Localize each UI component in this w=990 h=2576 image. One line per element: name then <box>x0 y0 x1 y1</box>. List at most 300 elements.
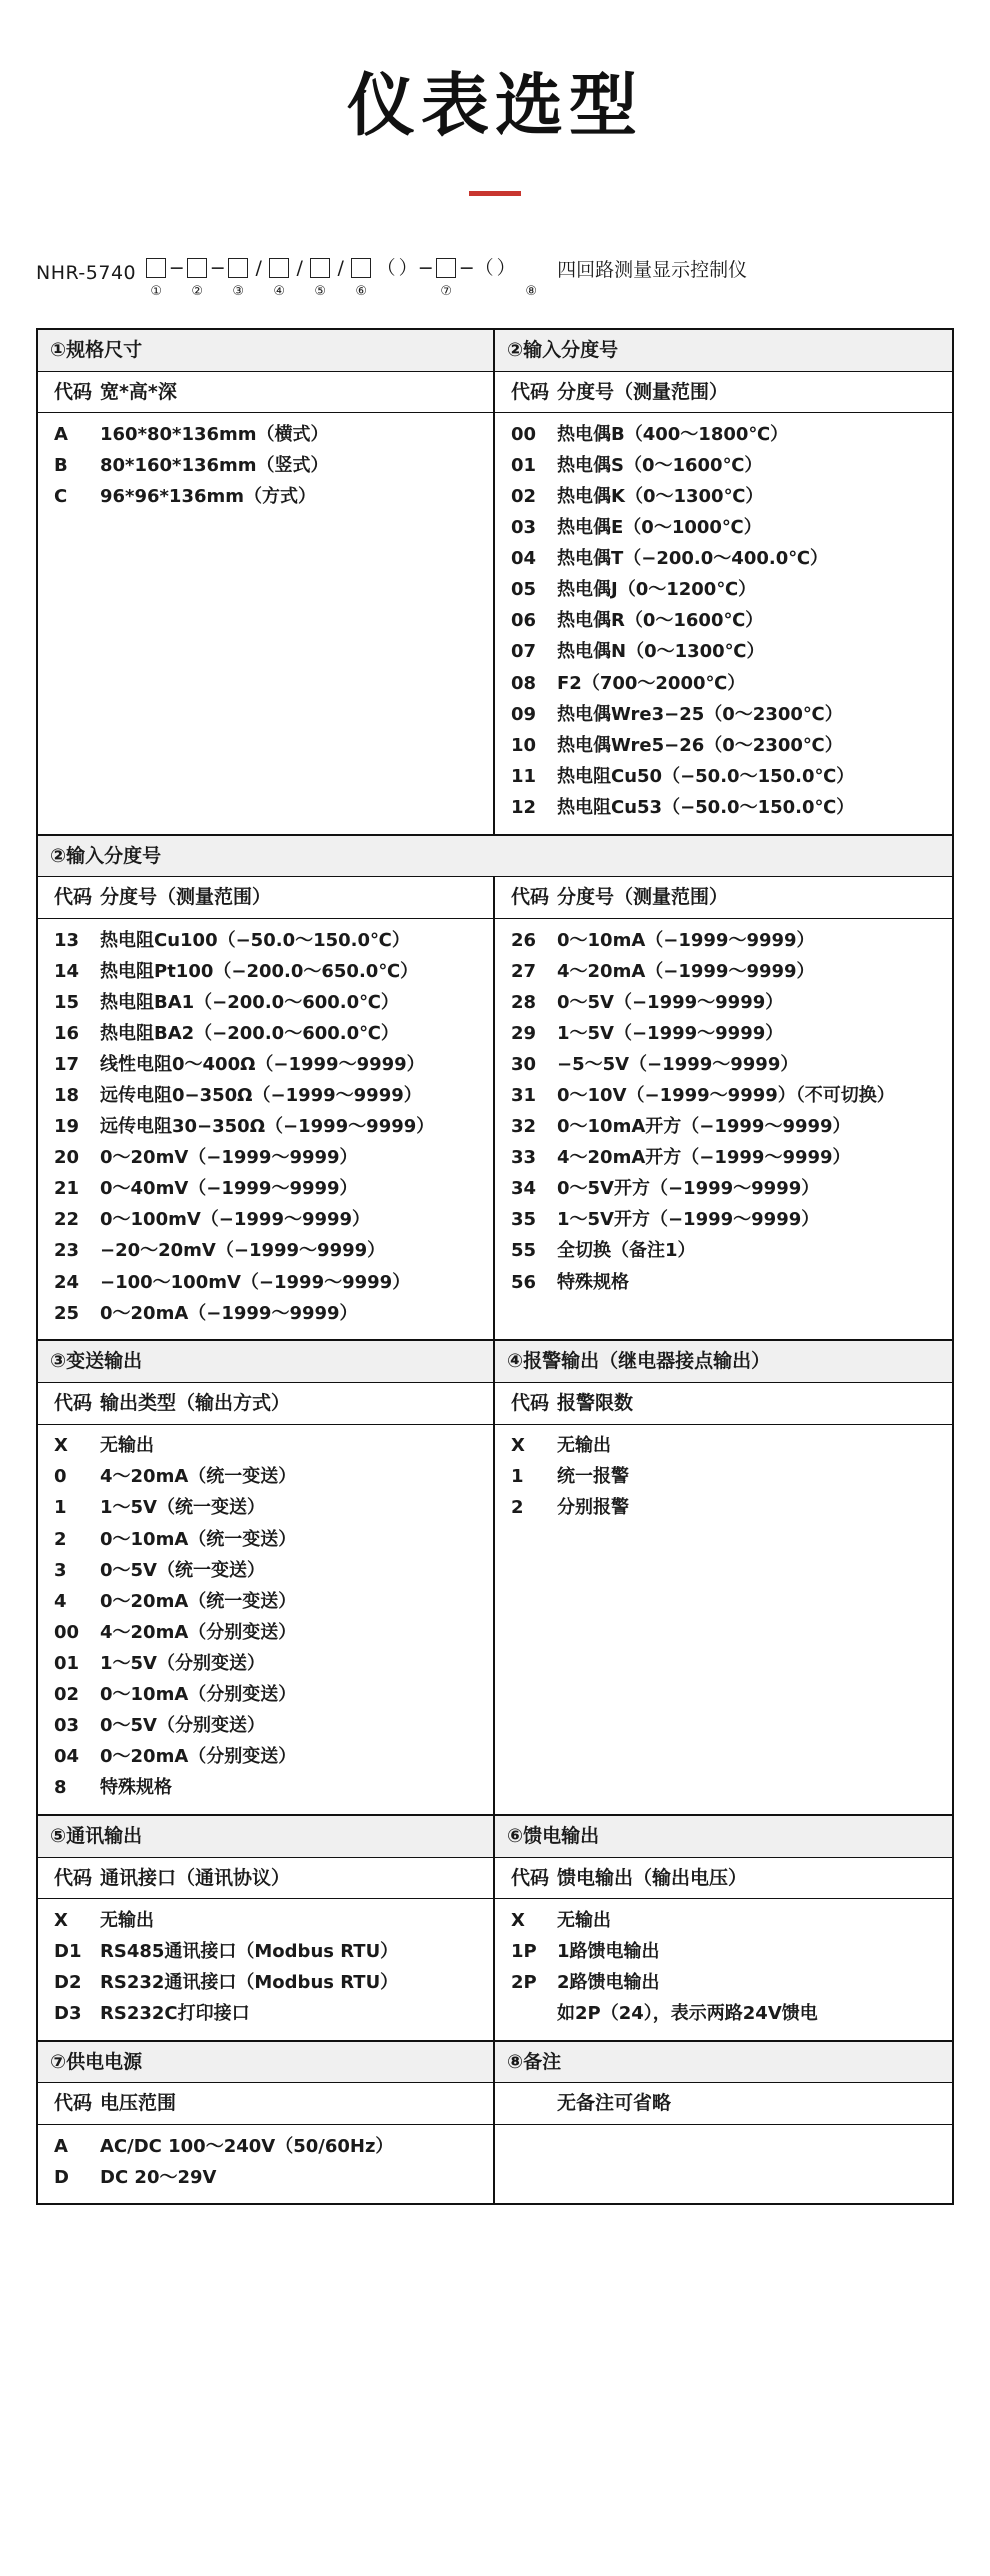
table-row <box>38 1174 493 1205</box>
row-code: A <box>54 2135 68 2157</box>
table-row <box>495 575 952 606</box>
column-headers <box>38 2083 493 2125</box>
row-desc: 如2P（24），表示两路24V馈电 <box>557 2003 818 2025</box>
col-header-code: 代码 <box>54 2092 93 2115</box>
table-row <box>495 1174 952 1205</box>
code-index: ④ <box>273 283 285 299</box>
code-box <box>310 258 330 278</box>
row-code: 1P <box>511 1940 537 1962</box>
row-desc: 0～20mA（−1999～9999） <box>100 1302 358 1324</box>
row-code: 04 <box>511 548 537 570</box>
code-index: ⑤ <box>314 283 326 299</box>
row-desc: 热电偶T（−200.0～400.0℃） <box>557 548 829 570</box>
row-code: 2 <box>54 1528 67 1550</box>
code-paren-close: ） <box>398 256 418 279</box>
table-row <box>38 1968 493 1999</box>
col-header-desc: 无备注可省略 <box>557 2092 672 2115</box>
col-header-desc: 分度号（测量范围） <box>557 380 729 403</box>
section-comm-and-power-feed <box>38 1816 952 2042</box>
row-desc: 热电阻Cu100（−50.0～150.0℃） <box>100 929 410 951</box>
row-code: 3 <box>54 1559 67 1581</box>
table-row <box>495 1493 952 1524</box>
row-code: 10 <box>511 734 537 756</box>
table-row <box>495 1018 952 1049</box>
row-code: 03 <box>511 517 537 539</box>
table-row <box>38 1679 493 1710</box>
table-row <box>38 1493 493 1524</box>
rows-transmit <box>38 1425 493 1814</box>
section-feed-output <box>495 1816 952 2040</box>
row-desc: 0～10mA（统一变送） <box>100 1528 297 1550</box>
table-row <box>38 1555 493 1586</box>
col-header-desc: 输出类型（输出方式） <box>100 1391 291 1414</box>
code-slot-1 <box>142 258 170 298</box>
row-code: 04 <box>54 1746 80 1768</box>
code-index: ③ <box>232 283 244 299</box>
row-desc: 0～20mV（−1999～9999） <box>100 1147 358 1169</box>
table-row <box>38 1205 493 1236</box>
row-code: 8 <box>54 1777 67 1799</box>
row-desc: 热电阻BA1（−200.0～600.0℃） <box>100 991 399 1013</box>
row-code: 27 <box>511 960 537 982</box>
code-paren-open: （ <box>376 256 396 279</box>
row-code: 2 <box>511 1497 524 1519</box>
row-code: 24 <box>54 1271 80 1293</box>
table-row <box>38 1080 493 1111</box>
section-header: ⑥馈电输出 <box>495 1816 952 1858</box>
row-desc: 热电偶B（400～1800℃） <box>557 423 789 445</box>
row-code: 00 <box>54 1621 80 1643</box>
rows-feed <box>495 1899 952 2039</box>
row-code: 30 <box>511 1053 537 1075</box>
table-row <box>495 513 952 544</box>
row-desc: 无输出 <box>557 1909 611 1931</box>
row-code: 0 <box>54 1466 67 1488</box>
col-header-code: 代码 <box>511 1866 550 1889</box>
rows-size <box>38 413 493 522</box>
row-desc: 1～5V（−1999～9999） <box>557 1022 784 1044</box>
row-code: 07 <box>511 641 537 663</box>
rows-input-left <box>38 919 493 1339</box>
row-desc: 0～10mA（分别变送） <box>100 1683 297 1705</box>
section-header: ⑦供电电源 <box>38 2042 493 2084</box>
code-box <box>146 258 166 278</box>
table-row <box>38 481 493 512</box>
column-headers <box>495 1858 952 1900</box>
section-transmit-and-alarm <box>38 1341 952 1816</box>
table-row <box>495 1205 952 1236</box>
column-headers <box>38 1858 493 1900</box>
title-underline-rule <box>469 191 521 196</box>
table-row <box>495 956 952 987</box>
table-row <box>495 1049 952 1080</box>
column-headers <box>38 372 493 414</box>
table-row <box>495 987 952 1018</box>
row-code: 16 <box>54 1022 80 1044</box>
row-desc: 线性电阻0～400Ω（−1999～9999） <box>100 1053 425 1075</box>
row-code: 22 <box>54 1209 80 1231</box>
table-row <box>38 956 493 987</box>
table-row <box>495 668 952 699</box>
row-desc: 统一报警 <box>557 1466 629 1488</box>
row-desc: 远传电阻30−350Ω（−1999～9999） <box>100 1116 435 1138</box>
table-row <box>495 1236 952 1267</box>
col-header-code <box>495 2092 557 2116</box>
code-index: ① <box>150 283 162 299</box>
row-code: 56 <box>511 1271 537 1293</box>
row-code: D2 <box>54 1972 82 1994</box>
row-code: 02 <box>54 1683 80 1705</box>
code-slot-4 <box>265 258 293 298</box>
row-desc: F2（700～2000℃） <box>557 672 746 694</box>
section-input-codes-part2 <box>38 836 952 1342</box>
row-desc: 热电偶Wre5−26（0～2300℃） <box>557 734 843 756</box>
row-desc: 4～20mA（统一变送） <box>100 1466 297 1488</box>
col-header-code: 代码 <box>54 886 93 909</box>
row-code <box>495 2001 557 2027</box>
table-row <box>38 2162 493 2193</box>
table-row <box>495 1462 952 1493</box>
table-row <box>495 761 952 792</box>
col-header-desc: 报警限数 <box>557 1391 634 1414</box>
row-code: 26 <box>511 929 537 951</box>
row-desc: 热电偶N（0～1300℃） <box>557 641 765 663</box>
table-row <box>38 1586 493 1617</box>
table-row <box>38 1298 493 1329</box>
col-header-code: 代码 <box>54 380 93 403</box>
code-index: ⑧ <box>525 283 537 299</box>
row-desc: 热电偶E（0～1000℃） <box>557 517 762 539</box>
row-code: 55 <box>511 1240 537 1262</box>
rows-power <box>38 2125 493 2203</box>
table-row <box>495 481 952 512</box>
rows-input-part1 <box>495 413 952 833</box>
column-headers <box>495 2083 952 2125</box>
section-header: ③变送输出 <box>38 1341 493 1383</box>
table-row <box>495 1905 952 1936</box>
row-desc: 0～5V（统一变送） <box>100 1559 265 1581</box>
table-row <box>38 1431 493 1462</box>
row-desc: 1～5V开方（−1999～9999） <box>557 1209 820 1231</box>
input-codes-right <box>495 877 952 1339</box>
row-code: X <box>54 1435 68 1457</box>
row-code: C <box>54 485 68 507</box>
row-code: 29 <box>511 1022 537 1044</box>
table-row <box>495 730 952 761</box>
row-desc: 0～20mA（统一变送） <box>100 1590 297 1612</box>
row-desc: 远传电阻0−350Ω（−1999～9999） <box>100 1084 422 1106</box>
spec-tables <box>36 328 954 2206</box>
row-code: 21 <box>54 1178 80 1200</box>
row-code: 02 <box>511 485 537 507</box>
row-code: 18 <box>54 1084 80 1106</box>
code-paren-close-2: ） <box>496 256 516 279</box>
table-row <box>38 1018 493 1049</box>
table-row <box>495 606 952 637</box>
col-header-desc: 宽*高*深 <box>100 380 177 403</box>
row-desc: 96*96*136mm（方式） <box>100 485 317 507</box>
code-box <box>351 258 371 278</box>
row-desc: −5～5V（−1999～9999） <box>557 1053 799 1075</box>
code-slot-7 <box>432 258 460 298</box>
row-code: 01 <box>511 454 537 476</box>
row-code: 01 <box>54 1652 80 1674</box>
row-desc: 分别报警 <box>557 1497 629 1519</box>
row-code: 32 <box>511 1116 537 1138</box>
col-header-code: 代码 <box>511 1391 550 1414</box>
code-separator: − <box>168 256 185 279</box>
table-row <box>495 925 952 956</box>
col-header-code: 代码 <box>54 1866 93 1889</box>
row-desc: 特殊规格 <box>100 1777 172 1799</box>
table-row <box>495 1112 952 1143</box>
table-row <box>495 544 952 575</box>
row-desc: 80*160*136mm（竖式） <box>100 454 329 476</box>
row-desc: 热电偶R（0～1600℃） <box>557 610 764 632</box>
row-desc: 热电偶Wre3−25（0～2300℃） <box>557 703 843 725</box>
row-desc: 热电偶K（0～1300℃） <box>557 485 764 507</box>
table-row <box>38 419 493 450</box>
table-row <box>495 1267 952 1298</box>
code-index: ② <box>191 283 203 299</box>
table-row <box>38 987 493 1018</box>
rows-communication <box>38 1899 493 2039</box>
row-code: 35 <box>511 1209 537 1231</box>
table-row <box>38 1936 493 1967</box>
row-desc: 0～5V开方（−1999～9999） <box>557 1178 820 1200</box>
row-code: 25 <box>54 1302 80 1324</box>
table-row <box>495 419 952 450</box>
table-row <box>495 1143 952 1174</box>
section-input-codes-part1 <box>495 330 952 834</box>
table-row <box>495 450 952 481</box>
table-row <box>495 1936 952 1967</box>
model-description: 四回路测量显示控制仪 <box>557 258 748 281</box>
code-separator: / <box>255 256 262 279</box>
table-row <box>38 450 493 481</box>
row-code: 2P <box>511 1972 537 1994</box>
row-desc: 热电偶S（0～1600℃） <box>557 454 763 476</box>
section-power-supply <box>38 2042 495 2204</box>
table-row <box>495 1080 952 1111</box>
row-code: 31 <box>511 1084 537 1106</box>
table-row <box>38 925 493 956</box>
col-header-code: 代码 <box>511 886 550 909</box>
section-remark <box>495 2042 952 2204</box>
table-row <box>38 1049 493 1080</box>
row-desc: 0～20mA（分别变送） <box>100 1746 297 1768</box>
row-desc: 1路馈电输出 <box>557 1940 660 1962</box>
table-row <box>38 2131 493 2162</box>
rows-alarm <box>495 1425 952 1534</box>
column-headers <box>495 372 952 414</box>
row-desc: 无输出 <box>100 1435 154 1457</box>
row-code: 09 <box>511 703 537 725</box>
code-separator: / <box>296 256 303 279</box>
table-row <box>38 1236 493 1267</box>
table-row <box>495 699 952 730</box>
row-code: D3 <box>54 2003 82 2025</box>
rows-input-right <box>495 919 952 1308</box>
row-code: 34 <box>511 1178 537 1200</box>
code-separator: − <box>458 256 475 279</box>
row-desc: 0～40mV（−1999～9999） <box>100 1178 358 1200</box>
table-row <box>495 1431 952 1462</box>
row-desc: 4～20mA开方（−1999～9999） <box>557 1147 851 1169</box>
row-code: 03 <box>54 1715 80 1737</box>
row-code: X <box>54 1909 68 1931</box>
row-code: 1 <box>511 1466 524 1488</box>
section-alarm-output <box>495 1341 952 1814</box>
code-separator: − <box>417 256 434 279</box>
table-row <box>38 1905 493 1936</box>
section-header: ①规格尺寸 <box>38 330 493 372</box>
row-code: D <box>54 2166 69 2188</box>
table-row <box>495 1999 952 2030</box>
row-desc: 热电偶J（0～1200℃） <box>557 579 757 601</box>
row-desc: −100～100mV（−1999～9999） <box>100 1271 411 1293</box>
row-desc: DC 20～29V <box>100 2166 217 2188</box>
code-box <box>228 258 248 278</box>
table-row <box>38 1999 493 2030</box>
row-desc: 0～10mA（−1999～9999） <box>557 929 815 951</box>
table-row <box>38 1267 493 1298</box>
row-desc: 特殊规格 <box>557 1271 629 1293</box>
code-slot-3 <box>224 258 252 298</box>
row-desc: 4～20mA（−1999～9999） <box>557 960 815 982</box>
row-desc: 0～5V（−1999～9999） <box>557 991 784 1013</box>
column-headers <box>38 877 493 919</box>
model-number: NHR-5740 <box>36 261 137 284</box>
row-desc: −20～20mV（−1999～9999） <box>100 1240 386 1262</box>
row-code: 12 <box>511 796 537 818</box>
section-columns <box>38 877 952 1339</box>
column-headers <box>495 1383 952 1425</box>
row-desc: 1～5V（分别变送） <box>100 1652 265 1674</box>
model-code-line <box>0 258 990 298</box>
row-code: X <box>511 1909 525 1931</box>
section-header: ②输入分度号 <box>495 330 952 372</box>
section-header: ②输入分度号 <box>38 836 952 878</box>
col-header-desc: 通讯接口（通讯协议） <box>100 1866 291 1889</box>
table-row <box>38 1711 493 1742</box>
row-code: 4 <box>54 1590 67 1612</box>
code-index: ⑥ <box>355 283 367 299</box>
row-code: 17 <box>54 1053 80 1075</box>
row-code: X <box>511 1435 525 1457</box>
code-box <box>436 258 456 278</box>
row-desc: RS485通讯接口（Modbus RTU） <box>100 1940 399 1962</box>
row-code: 19 <box>54 1116 80 1138</box>
col-header-desc: 分度号（测量范围） <box>100 886 272 909</box>
row-code: 06 <box>511 610 537 632</box>
section-communication-output <box>38 1816 495 2040</box>
table-row <box>495 792 952 823</box>
section-size-and-input <box>38 330 952 836</box>
table-row <box>495 1968 952 1999</box>
row-desc: 全切换（备注1） <box>557 1240 696 1262</box>
col-header-code: 代码 <box>511 380 550 403</box>
table-row <box>38 1462 493 1493</box>
row-code: D1 <box>54 1940 82 1962</box>
col-header-desc: 电压范围 <box>100 2092 177 2115</box>
table-row <box>38 1617 493 1648</box>
col-header-desc: 分度号（测量范围） <box>557 886 729 909</box>
section-header: ④报警输出（继电器接点输出） <box>495 1341 952 1383</box>
row-desc: 0～10mA开方（−1999～9999） <box>557 1116 851 1138</box>
model-code-boxes <box>142 258 545 298</box>
code-slot-2 <box>183 258 211 298</box>
row-code: 11 <box>511 765 537 787</box>
table-row <box>38 1648 493 1679</box>
table-row <box>38 1112 493 1143</box>
row-desc: 热电阻BA2（−200.0～600.0℃） <box>100 1022 399 1044</box>
row-desc: 热电阻Cu50（−50.0～150.0℃） <box>557 765 855 787</box>
row-code: 13 <box>54 929 80 951</box>
code-slot-5 <box>306 258 334 298</box>
row-code: 00 <box>511 423 537 445</box>
rows-remark <box>495 2125 952 2141</box>
code-box <box>187 258 207 278</box>
row-code: 28 <box>511 991 537 1013</box>
code-paren-open-2: （ <box>474 256 494 279</box>
section-header: ⑧备注 <box>495 2042 952 2084</box>
table-row <box>495 637 952 668</box>
code-slot-8 <box>517 258 545 298</box>
row-desc: 4～20mA（分别变送） <box>100 1621 297 1643</box>
row-code: 08 <box>511 672 537 694</box>
table-row <box>38 1773 493 1804</box>
row-code: 05 <box>511 579 537 601</box>
code-slot-6 <box>347 258 375 298</box>
title-block <box>0 0 990 196</box>
code-separator: − <box>209 256 226 279</box>
input-codes-left <box>38 877 495 1339</box>
row-desc: 160*80*136mm（横式） <box>100 423 329 445</box>
row-desc: 0～10V（−1999～9999）（不可切换） <box>557 1084 895 1106</box>
row-desc: 无输出 <box>100 1909 154 1931</box>
row-desc: 热电阻Cu53（−50.0～150.0℃） <box>557 796 855 818</box>
row-code: 20 <box>54 1147 80 1169</box>
col-header-code: 代码 <box>54 1391 93 1414</box>
section-header: ⑤通讯输出 <box>38 1816 493 1858</box>
row-desc: 无输出 <box>557 1435 611 1457</box>
row-desc: 0～100mV（−1999～9999） <box>100 1209 371 1231</box>
column-headers <box>495 877 952 919</box>
table-row <box>38 1524 493 1555</box>
page-title: 仪表选型 <box>346 67 643 146</box>
row-desc: AC/DC 100～240V（50/60Hz） <box>100 2135 394 2157</box>
code-separator: / <box>337 256 344 279</box>
code-box <box>269 258 289 278</box>
table-row <box>38 1742 493 1773</box>
row-code: 14 <box>54 960 80 982</box>
row-code: B <box>54 454 68 476</box>
row-code: 33 <box>511 1147 537 1169</box>
section-power-and-remark <box>38 2042 952 2206</box>
row-desc: 1～5V（统一变送） <box>100 1497 265 1519</box>
table-row <box>38 1143 493 1174</box>
row-desc: 热电阻Pt100（−200.0～650.0℃） <box>100 960 419 982</box>
column-headers <box>38 1383 493 1425</box>
section-size <box>38 330 495 834</box>
row-code: A <box>54 423 68 445</box>
row-desc: RS232通讯接口（Modbus RTU） <box>100 1972 399 1994</box>
row-code: 23 <box>54 1240 80 1262</box>
section-transmit-output <box>38 1341 495 1814</box>
col-header-desc: 馈电输出（输出电压） <box>557 1866 748 1889</box>
row-desc: 0～5V（分别变送） <box>100 1715 265 1737</box>
